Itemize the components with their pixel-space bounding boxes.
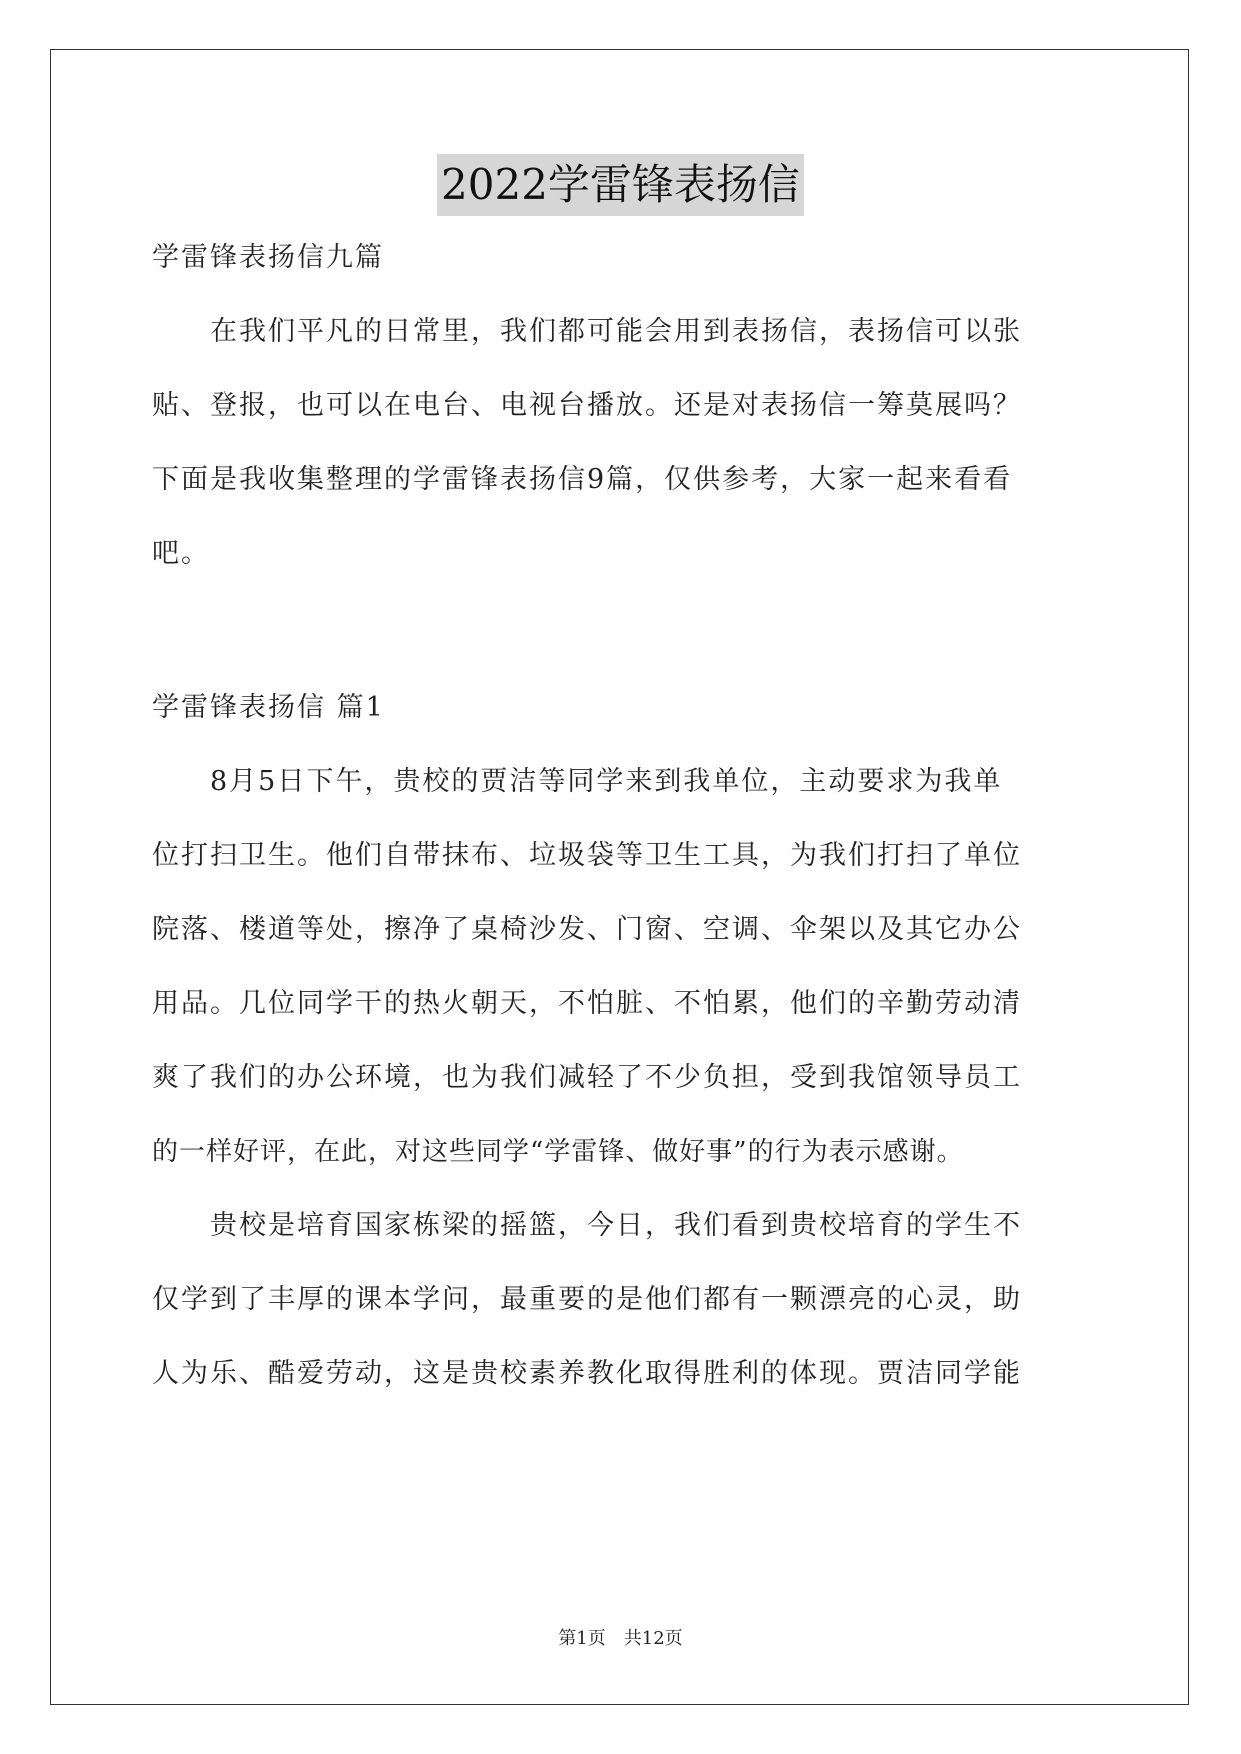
- body-line-9: 人为乐、酷爱劳动，这是贵校素养教化取得胜利的体现。贾洁同学能: [152, 1358, 1022, 1389]
- intro-line-2: 贴、登报，也可以在电台、电视台播放。还是对表扬信一筹莫展吗？: [152, 390, 1022, 421]
- intro-line-4: 吧。: [152, 538, 210, 569]
- body-line-5: 爽了我们的办公环境，也为我们减轻了不少负担，受到我馆领导员工: [152, 1062, 1022, 1093]
- intro-line-1: 在我们平凡的日常里，我们都可能会用到表扬信，表扬信可以张: [152, 316, 1022, 347]
- title-container: [0, 154, 1241, 216]
- intro-line-3: 下面是我收集整理的学雷锋表扬信9篇，仅供参考，大家一起来看看: [152, 464, 1013, 495]
- body-line-1: 8月5日下午，贵校的贾洁等同学来到我单位，主动要求为我单: [152, 766, 1003, 797]
- body-line-2: 位打扫卫生。他们自带抹布、垃圾袋等卫生工具，为我们打扫了单位: [152, 840, 1022, 871]
- document-subtitle: 学雷锋表扬信九篇: [152, 242, 384, 273]
- body-line-8: 仅学到了丰厚的课本学问，最重要的是他们都有一颗漂亮的心灵，助: [152, 1284, 1022, 1315]
- section-heading: 学雷锋表扬信 篇1: [152, 692, 385, 723]
- body-line-7: 贵校是培育国家栋梁的摇篮，今日，我们看到贵校培育的学生不: [152, 1210, 1022, 1241]
- page-number-footer: 第1页 共12页: [558, 1628, 683, 1649]
- body-line-6: 的一样好评，在此，对这些同学“学雷锋、做好事”的行为表示感谢。: [152, 1137, 964, 1167]
- body-line-3: 院落、楼道等处，擦净了桌椅沙发、门窗、空调、伞架以及其它办公: [152, 914, 1022, 945]
- document-title: 2022学雷锋表扬信: [437, 154, 804, 216]
- body-line-4: 用品。几位同学干的热火朝天，不怕脏、不怕累，他们的辛勤劳动清: [152, 988, 1022, 1019]
- page-border: [50, 49, 1189, 1705]
